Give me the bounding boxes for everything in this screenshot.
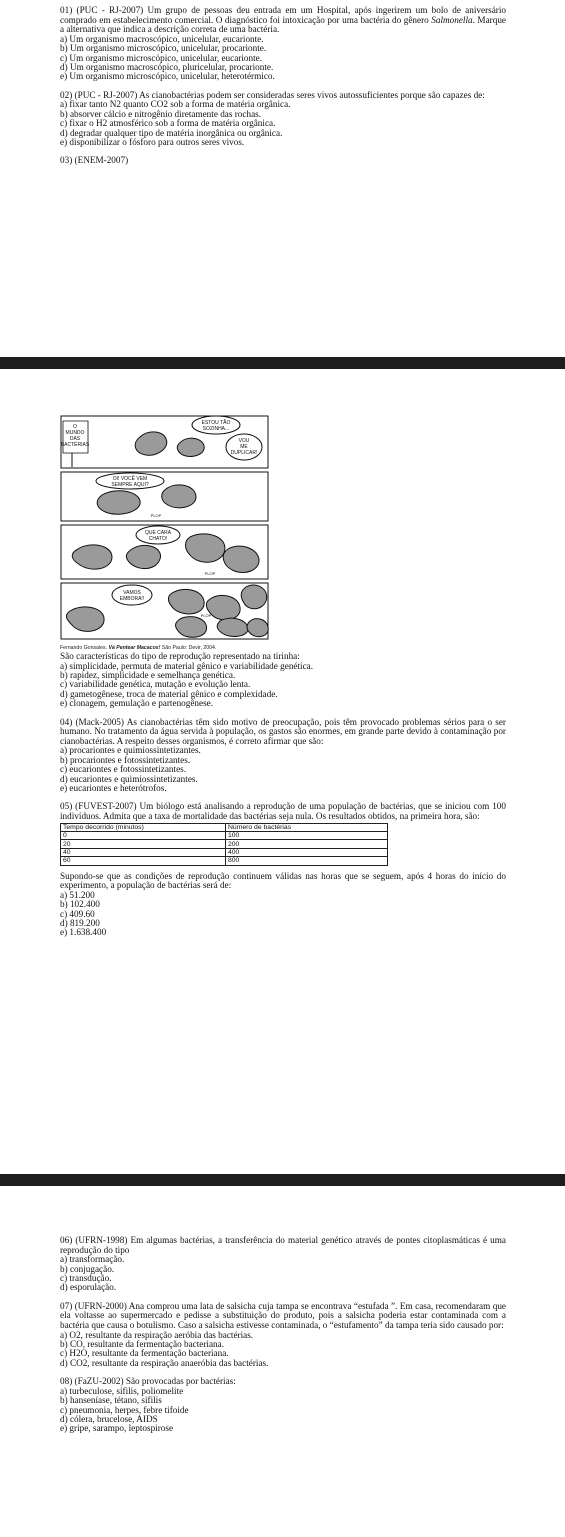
credit-author: Fernando Gonsales. xyxy=(60,645,109,651)
option-d: d) cólera, brucelose, AIDS xyxy=(60,1414,158,1425)
table-cell: 20 xyxy=(61,840,226,848)
option-b: b) procariontes e fotossintetizantes. xyxy=(60,754,191,765)
comic-sign-line-1: O xyxy=(73,424,77,430)
question-04 xyxy=(60,718,506,794)
comic-bubble-4-line-2: CHATO! xyxy=(148,536,168,542)
comic-bubble-3-line-1: OI! VOCÊ VEM xyxy=(112,476,148,482)
option-c: c) transdução. xyxy=(60,1273,112,1283)
comic-sign-line-3: DAS xyxy=(69,436,81,442)
page-3 xyxy=(0,1186,565,1537)
question-prompt: Supondo-se que as condições de reprodução continuem válidas nas horas que se seguem, após 4 horas do início do experimento, a população de bactérias será de: xyxy=(60,870,506,891)
comic-bubble-5-line-2: EMBORA!! xyxy=(119,596,145,602)
option-e: e) eucariontes e heterótrofos. xyxy=(60,783,167,794)
table-row xyxy=(61,832,388,840)
comic-sfx-2: PLOP xyxy=(204,571,216,576)
option-b: b) hanseníase, tétano, sífilis xyxy=(60,1395,162,1406)
option-d: d) esporulação. xyxy=(60,1282,117,1293)
option-a: a) fixar tanto N2 quanto CO2 sob a forma de matéria orgânica. xyxy=(60,99,291,110)
option-e: e) disponibilizar o fósforo para outros seres vivos. xyxy=(60,137,245,148)
option-d: d) gametogênese, troca de material gênico e complexidade. xyxy=(60,688,278,699)
comic-bubble-1-line-2: SOZINHA... xyxy=(202,426,230,432)
table-cell: 800 xyxy=(226,857,388,865)
comic-strip xyxy=(60,415,269,640)
comic-bubble-2-line-2: ME xyxy=(240,444,248,450)
option-c: c) variabilidade genética, mutação e evolução lenta. xyxy=(60,679,251,690)
question-05 xyxy=(60,802,506,937)
option-a: a) transformação. xyxy=(60,1254,125,1265)
question-stem xyxy=(60,6,506,35)
option-e: e) 1.638.400 xyxy=(60,927,107,938)
option-c: c) fixar o H2 atmosférico sob a forma de matéria orgânica. xyxy=(60,118,276,129)
table-header: Tempo decorrido (minutos) xyxy=(61,823,226,831)
option-d: d) degradar qualquer tipo de matéria inorgânica ou orgânica. xyxy=(60,127,283,138)
comic-sign-line-4: BACTÉRIAS xyxy=(60,442,90,448)
comic-bubble-3-line-2: SEMPRE AQUI? xyxy=(111,482,149,488)
question-03-heading: 03) (ENEM-2007) xyxy=(60,155,129,166)
table-cell: 200 xyxy=(226,840,388,848)
table-cell: 100 xyxy=(226,832,388,840)
option-a: a) procariontes e quimiossintetizantes. xyxy=(60,745,201,756)
comic-bubble-2-line-3: DUPLICAR! xyxy=(230,450,258,456)
question-stem: 04) (Mack-2005) As cianobactérias têm sido motivo de preocupação, pois têm provocado problemas sérios para o ser humano. No tratamento da água servida à população, os gastos são enormes, em grande parte devido à contaminação por cianobactérias. A respeito desses organismos, é correto afirmar que são: xyxy=(60,716,506,746)
question-stem: 08) (FaZU-2002) São provocadas por bactérias: xyxy=(60,1376,236,1387)
question-08 xyxy=(60,1377,506,1434)
option-c: c) pneumonia, herpes, febre tifoide xyxy=(60,1404,189,1415)
comic-bubble-5-line-1: VAMOS xyxy=(123,590,141,596)
table-cell: 0 xyxy=(61,832,226,840)
question-stem: 05) (FUVEST-2007) Um biólogo está analisando a reprodução de uma população de bactérias, que se iniciou com 100 indivíduos. Admita que a taxa de mortalidade das bactérias seja nula. Os resultados obtidos, na primeira hora, são: xyxy=(60,801,506,822)
table-row xyxy=(61,857,388,865)
credit-title: Vá Pentear Macacos! xyxy=(108,645,161,651)
option-b: b) conjugação. xyxy=(60,1263,115,1274)
page-2 xyxy=(0,369,565,1174)
option-a: a) Um organismo macroscópico, unicelular, eucarionte. xyxy=(60,33,264,44)
option-d: d) eucariontes e quimiossintetizantes. xyxy=(60,773,198,784)
question-stem: 07) (UFRN-2000) Ana comprou uma lata de salsicha cuja tampa se encontrava “estufada ”. Em casa, recomendaram que ela voltasse ao supermercado e pedisse a substituição do produto, pois a salsicha poderia estar contaminada com a bactéria que causa o botulismo. Caso a salsicha estivesse contaminada, o “estufamento” da tampa teria sido causado por: xyxy=(60,1300,506,1330)
page-separator xyxy=(0,1174,565,1186)
option-e: e) clonagem, gemulação e partenogênese. xyxy=(60,698,214,709)
question-07 xyxy=(60,1302,506,1368)
option-c: c) eucariontes e fotossintetizantes. xyxy=(60,764,187,775)
table-header-row xyxy=(61,823,388,831)
stem-text: 01) (PUC - RJ-2007) Um grupo de pessoas deu entrada em um Hospital, após ingerirem um bolo de aniversário comprado em estabelecimento comercial. O diagnóstico foi intoxicação por uma bactéria do gênero xyxy=(60,5,506,25)
bacteria-growth-table xyxy=(60,823,388,866)
option-c: c) 409.60 xyxy=(60,908,95,919)
option-c: c) H2O, resultante da fermentação bacteriana. xyxy=(60,1348,229,1359)
option-e: e) Um organismo microscópico, unicelular, heterotérmico. xyxy=(60,71,275,82)
option-b: b) 102.400 xyxy=(60,899,100,910)
table-row xyxy=(61,840,388,848)
table-cell: 60 xyxy=(61,857,226,865)
option-b: b) Um organismo microscópico, unicelular, procarionte. xyxy=(60,43,267,54)
table-header: Número de bactérias xyxy=(226,823,388,831)
table-cell: 400 xyxy=(226,848,388,856)
question-stem: 06) (UFRN-1998) Em algumas bactérias, a transferência do material genético através de pontes citoplasmáticas é uma reprodução do tipo xyxy=(60,1235,506,1255)
question-prompt: São características do tipo de reprodução representado na tirinha: xyxy=(60,651,300,661)
option-a: a) simplicidade, permuta de material gênico e variabilidade genética. xyxy=(60,660,314,671)
comic-sign-line-2: MUNDO xyxy=(65,430,85,436)
credit-rest: São Paulo: Devir, 2004. xyxy=(160,645,217,651)
option-a: a) turbeculose, sífilis, poliomelite xyxy=(60,1385,184,1396)
question-01 xyxy=(60,6,506,166)
option-d: d) Um organismo macroscópico, pluricelular, procarionte. xyxy=(60,62,274,72)
option-b: b) absorver cálcio e nitrogênio diretamente das rochas. xyxy=(60,108,262,119)
option-b: b) rapidez, simplicidade e semelhança genética. xyxy=(60,670,236,680)
option-a: a) 51.200 xyxy=(60,889,95,900)
page-separator xyxy=(0,357,565,369)
option-e: e) gripe, sarampo, leptospirose xyxy=(60,1423,174,1434)
question-03-body xyxy=(60,652,506,938)
comic-bubble-4-line-1: QUE CARA xyxy=(144,530,172,536)
option-c: c) Um organismo microscópico, unicelular, eucarionte. xyxy=(60,52,263,63)
comic-bubble-1-line-1: ESTOU TÃO xyxy=(201,420,231,426)
question-02 xyxy=(60,91,506,148)
question-stem: 02) (PUC - RJ-2007) As cianobactérias podem ser consideradas seres vivos autossuficientes porque são capazes de: xyxy=(60,89,485,100)
question-06 xyxy=(60,1236,506,1434)
comic-sfx-1: PLOP xyxy=(150,513,162,518)
page-1 xyxy=(0,0,565,357)
comic-bubble-2-line-1: VOU xyxy=(238,438,250,444)
option-d: d) 819.200 xyxy=(60,917,100,928)
table-row xyxy=(61,848,388,856)
option-d: d) CO2, resultante da respiração anaeróbia das bactérias. xyxy=(60,1357,269,1368)
comic-sfx-3: PLOP xyxy=(200,613,212,618)
stem-text: . Marque a alternativa que indica a descrição correta de uma bactéria. xyxy=(60,14,506,35)
option-a: a) O2, resultante da respiração aeróbia das bactérias. xyxy=(60,1329,254,1340)
option-b: b) CO, resultante da fermentação bacteriana. xyxy=(60,1339,225,1349)
table-cell: 40 xyxy=(61,848,226,856)
stem-italic: Salmonella xyxy=(431,14,473,25)
